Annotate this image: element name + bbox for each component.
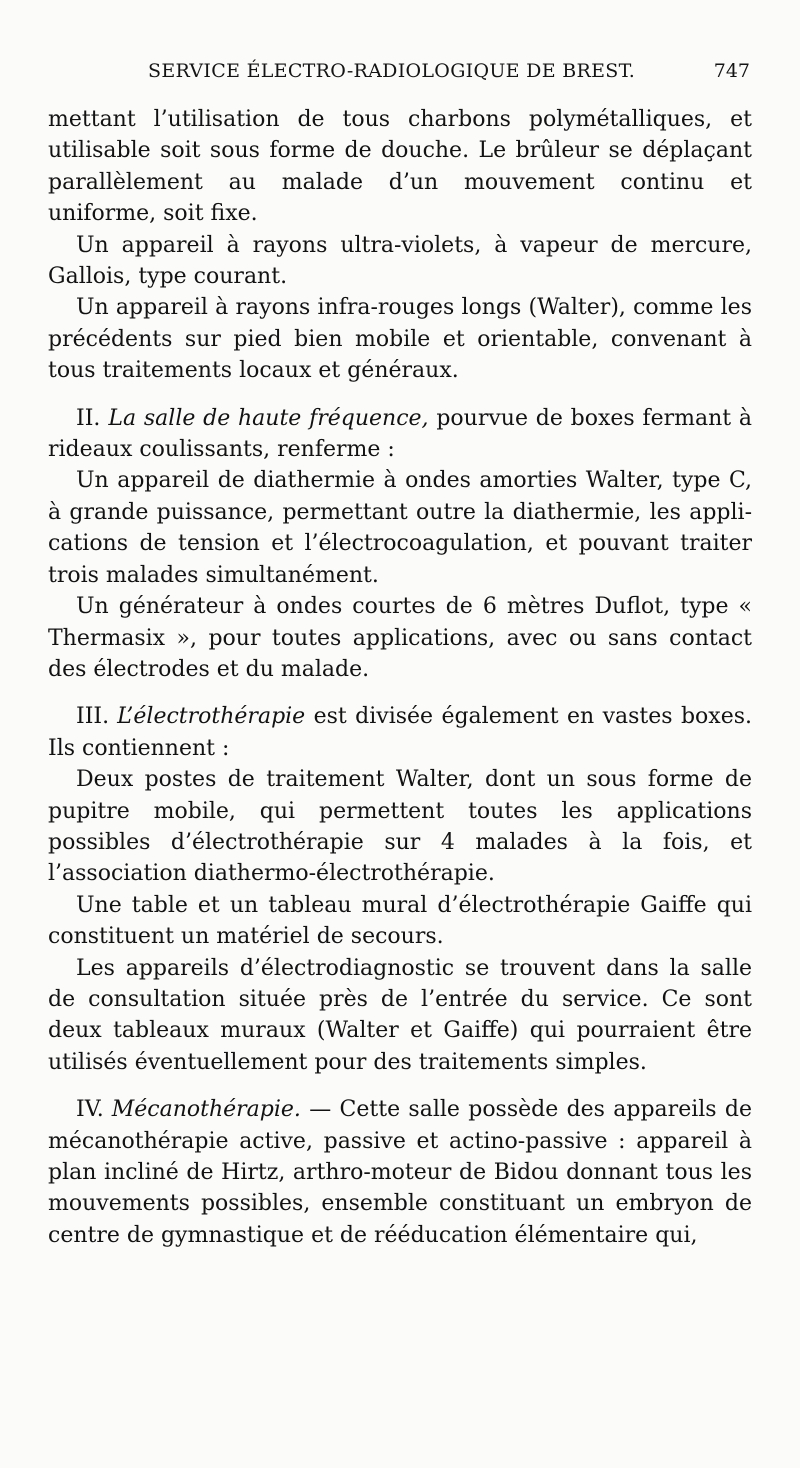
section-mechanotherapy — [48, 1094, 752, 1251]
section-title: Mécanothérapie. — [111, 1097, 301, 1123]
section-title: La salle de haute fréquence, — [108, 405, 429, 431]
section-lead — [48, 701, 752, 764]
paragraph-gaiffe-table: Une table et un tableau mural d’électrothérapie Gaiffe qui constituent un matériel de secours. — [48, 892, 752, 950]
section-lead-text: est divisée également en vastes boxes. Ils contiennent : — [48, 704, 752, 761]
section-title: L’électrothérapie — [117, 704, 306, 730]
section-lead-text: — Cette salle possède des appareils de mécanothérapie active, passive et actino-passive : appareil à plan incliné de Hirtz, arthro-moteur de Bidou donnant tous les mouvements possibles, ensemble constituant un embryon de centre de gymnastique et de rééducation élémentaire qui, — [48, 1097, 752, 1248]
page-body — [48, 104, 752, 1251]
paragraph-ir-apparatus: Un appareil à rayons infra-rouges longs (Walter), comme les précédents sur pied bien mobile et orientable, convenant à tous traitements locaux et généraux. — [48, 295, 752, 384]
section-number: III. — [76, 704, 110, 730]
section-number: IV. — [76, 1097, 104, 1123]
paragraph-diathermy: Un appareil de diathermie à ondes amorties Walter, type C, à grande puissance, permettant outre la diathermie, les applications de tension et l’électrocoagulation, et pouvant traiter trois malades simultanément. — [48, 468, 752, 588]
running-title: SERVICE ÉLECTRO-RADIOLOGIQUE DE BREST. — [148, 60, 636, 82]
section-high-frequency — [48, 403, 752, 686]
paragraph-continuation: mettant l’utilisation de tous charbons polymétalliques, et utilisable soit sous forme de douche. Le brûleur se déplaçant parallèlement au malade d’un mouvement continu et uniforme, soit fixe. — [48, 107, 752, 227]
section-lead-text: pourvue de boxes fermant à rideaux coulissants, renferme : — [48, 405, 752, 463]
paragraph-electrodiagnostic: Les appareils d’électrodiagnostic se trouvent dans la salle de consultation située près de l’entrée du service. Ce sont deux tableaux muraux (Walter et Gaiffe) qui pourraient être utilisés éventuellement pour des traitements simples. — [48, 955, 752, 1075]
section-lead — [48, 403, 752, 466]
paragraph-walter-stations: Deux postes de traitement Walter, dont un sous forme de pupitre mobile, qui permettent toutes les applications possibles d’électrothérapie sur 4 malades à la fois, et l’association diathermo-électrothérapie. — [48, 767, 752, 887]
page-header — [48, 60, 750, 90]
section-number: II. — [76, 405, 101, 431]
section-electrotherapy — [48, 701, 752, 1078]
paragraph-short-wave: Un générateur à ondes courtes de 6 mètres Duflot, type « Thermasix », pour toutes applications, avec ou sans contact des électrodes et du malade. — [48, 594, 752, 682]
paragraph-uv-apparatus: Un appareil à rayons ultra-violets, à vapeur de mercure, Gallois, type courant. — [48, 232, 752, 290]
section-lead — [48, 1094, 752, 1251]
page-number: 747 — [713, 60, 750, 82]
